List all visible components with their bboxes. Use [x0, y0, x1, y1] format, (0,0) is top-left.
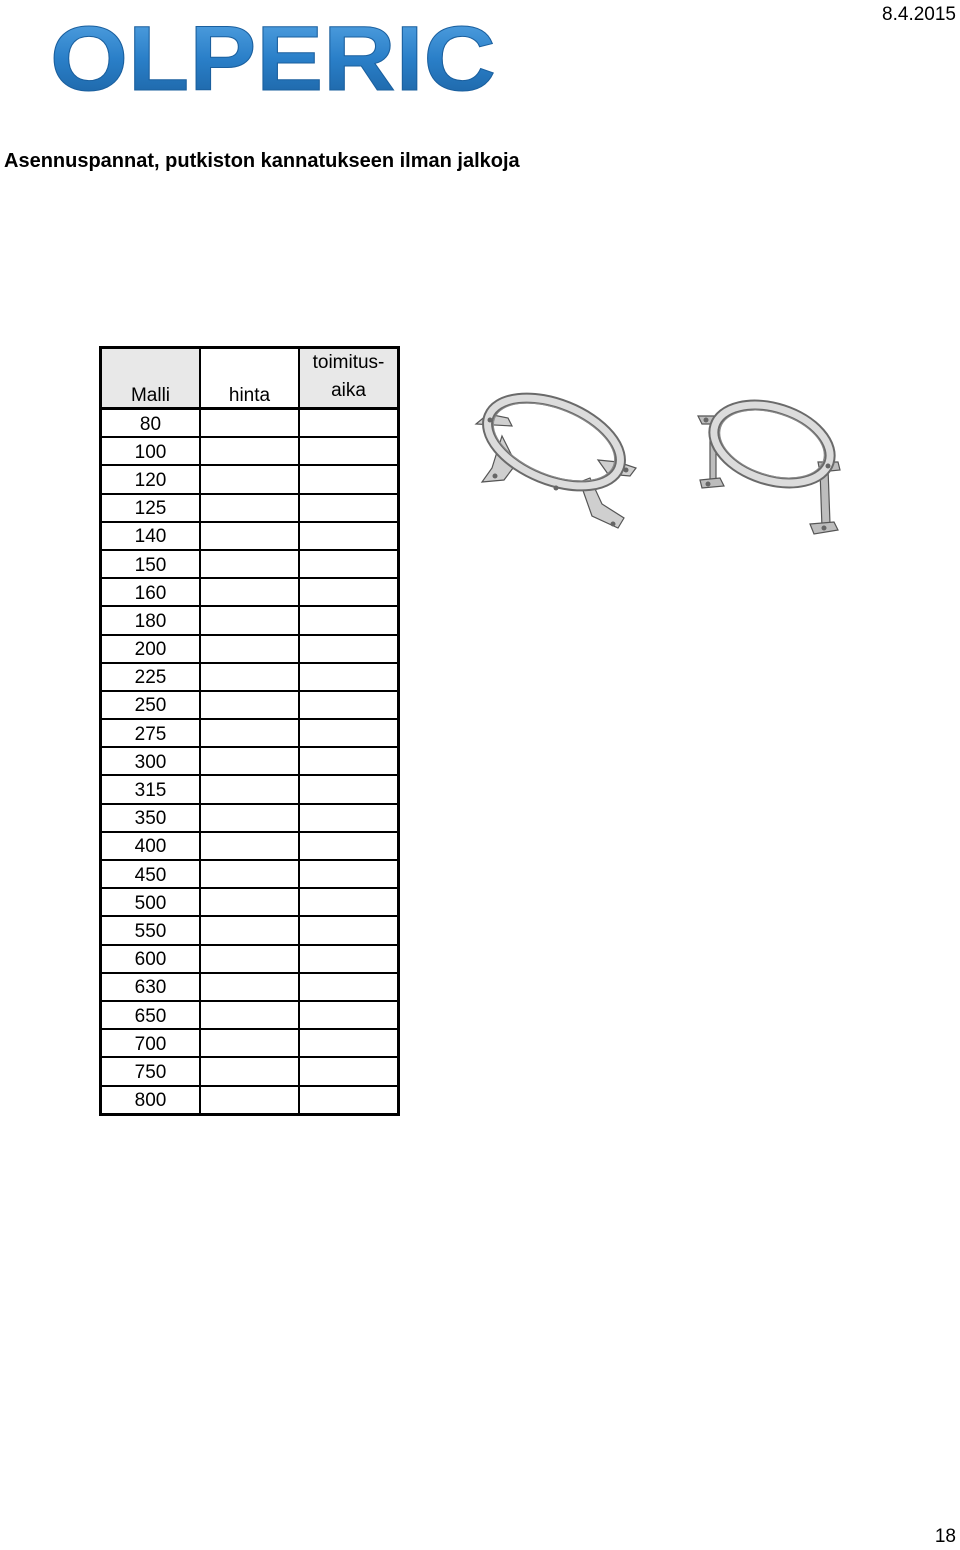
toimitusaika-cell	[299, 522, 399, 550]
malli-cell: 160	[101, 578, 201, 606]
toimitusaika-cell	[299, 888, 399, 916]
malli-cell: 450	[101, 860, 201, 888]
table-row	[101, 888, 399, 916]
malli-cell: 125	[101, 494, 201, 522]
column-header-line: toimitus-	[312, 352, 385, 373]
toimitusaika-cell	[299, 550, 399, 578]
hinta-cell	[200, 1057, 299, 1085]
pipe-clamp-angled-legs-icon	[468, 378, 640, 538]
column-header-toimitusaika	[299, 348, 399, 409]
toimitusaika-cell	[299, 832, 399, 860]
hinta-cell	[200, 578, 299, 606]
malli-cell: 120	[101, 465, 201, 493]
table-header-row	[101, 348, 399, 409]
toimitusaika-cell	[299, 465, 399, 493]
toimitusaika-cell	[299, 409, 399, 438]
malli-cell: 275	[101, 719, 201, 747]
malli-cell: 550	[101, 916, 201, 944]
hinta-cell	[200, 719, 299, 747]
hinta-cell	[200, 465, 299, 493]
table-row	[101, 691, 399, 719]
malli-cell: 800	[101, 1086, 201, 1115]
hinta-cell	[200, 663, 299, 691]
malli-cell: 315	[101, 775, 201, 803]
malli-cell: 300	[101, 747, 201, 775]
toimitusaika-cell	[299, 437, 399, 465]
toimitusaika-cell	[299, 578, 399, 606]
toimitusaika-cell	[299, 1057, 399, 1085]
malli-cell: 200	[101, 635, 201, 663]
hinta-cell	[200, 494, 299, 522]
table-row	[101, 945, 399, 973]
hinta-cell	[200, 804, 299, 832]
toimitusaika-cell	[299, 1029, 399, 1057]
toimitusaika-cell	[299, 635, 399, 663]
table-row	[101, 606, 399, 634]
toimitusaika-cell	[299, 1001, 399, 1029]
document-date: 8.4.2015	[882, 4, 956, 25]
table-row	[101, 409, 399, 438]
hinta-cell	[200, 747, 299, 775]
hinta-cell	[200, 860, 299, 888]
toimitusaika-cell	[299, 691, 399, 719]
table-row	[101, 916, 399, 944]
logo-text: OLPERIC	[50, 18, 497, 96]
malli-cell: 250	[101, 691, 201, 719]
table-row	[101, 832, 399, 860]
table-row	[101, 578, 399, 606]
table-row	[101, 860, 399, 888]
table-row	[101, 465, 399, 493]
hinta-cell	[200, 1001, 299, 1029]
column-header-line: aika	[331, 380, 366, 401]
hinta-cell	[200, 888, 299, 916]
hinta-cell	[200, 437, 299, 465]
hinta-cell	[200, 1086, 299, 1115]
toimitusaika-cell	[299, 663, 399, 691]
table-row	[101, 522, 399, 550]
malli-cell: 700	[101, 1029, 201, 1057]
malli-cell: 600	[101, 945, 201, 973]
toimitusaika-cell	[299, 494, 399, 522]
malli-cell: 750	[101, 1057, 201, 1085]
hinta-cell	[200, 775, 299, 803]
table-row	[101, 635, 399, 663]
malli-cell: 630	[101, 973, 201, 1001]
table-row	[101, 1086, 399, 1115]
table-row	[101, 775, 399, 803]
table-body	[101, 409, 399, 1115]
malli-cell: 650	[101, 1001, 201, 1029]
page-title: Asennuspannat, putkiston kannatukseen ilman jalkoja	[4, 150, 520, 172]
hinta-cell	[200, 832, 299, 860]
malli-cell: 350	[101, 804, 201, 832]
price-table	[99, 346, 400, 1116]
toimitusaika-cell	[299, 804, 399, 832]
malli-cell: 500	[101, 888, 201, 916]
table-row	[101, 437, 399, 465]
hinta-cell	[200, 606, 299, 634]
hinta-cell	[200, 522, 299, 550]
malli-cell: 100	[101, 437, 201, 465]
toimitusaika-cell	[299, 860, 399, 888]
toimitusaika-cell	[299, 916, 399, 944]
hinta-cell	[200, 916, 299, 944]
hinta-cell	[200, 691, 299, 719]
toimitusaika-cell	[299, 945, 399, 973]
hinta-cell	[200, 973, 299, 1001]
hinta-cell	[200, 635, 299, 663]
toimitusaika-cell	[299, 747, 399, 775]
table-row	[101, 973, 399, 1001]
pipe-clamp-straight-legs-icon	[696, 388, 844, 538]
malli-cell: 150	[101, 550, 201, 578]
malli-cell: 225	[101, 663, 201, 691]
toimitusaika-cell	[299, 775, 399, 803]
hinta-cell	[200, 945, 299, 973]
table-row	[101, 1057, 399, 1085]
table-row	[101, 804, 399, 832]
table-row	[101, 550, 399, 578]
page-number: 18	[934, 1526, 956, 1547]
table-row	[101, 663, 399, 691]
table-row	[101, 494, 399, 522]
toimitusaika-cell	[299, 719, 399, 747]
hinta-cell	[200, 550, 299, 578]
malli-cell: 180	[101, 606, 201, 634]
table-row	[101, 1001, 399, 1029]
malli-cell: 400	[101, 832, 201, 860]
column-header-malli: Malli	[101, 348, 201, 409]
table-row	[101, 719, 399, 747]
hinta-cell	[200, 409, 299, 438]
olperic-logo	[50, 18, 500, 96]
hinta-cell	[200, 1029, 299, 1057]
toimitusaika-cell	[299, 1086, 399, 1115]
column-header-hinta: hinta	[200, 348, 299, 409]
table-row	[101, 1029, 399, 1057]
toimitusaika-cell	[299, 973, 399, 1001]
malli-cell: 140	[101, 522, 201, 550]
table-row	[101, 747, 399, 775]
malli-cell: 80	[101, 409, 201, 438]
toimitusaika-cell	[299, 606, 399, 634]
